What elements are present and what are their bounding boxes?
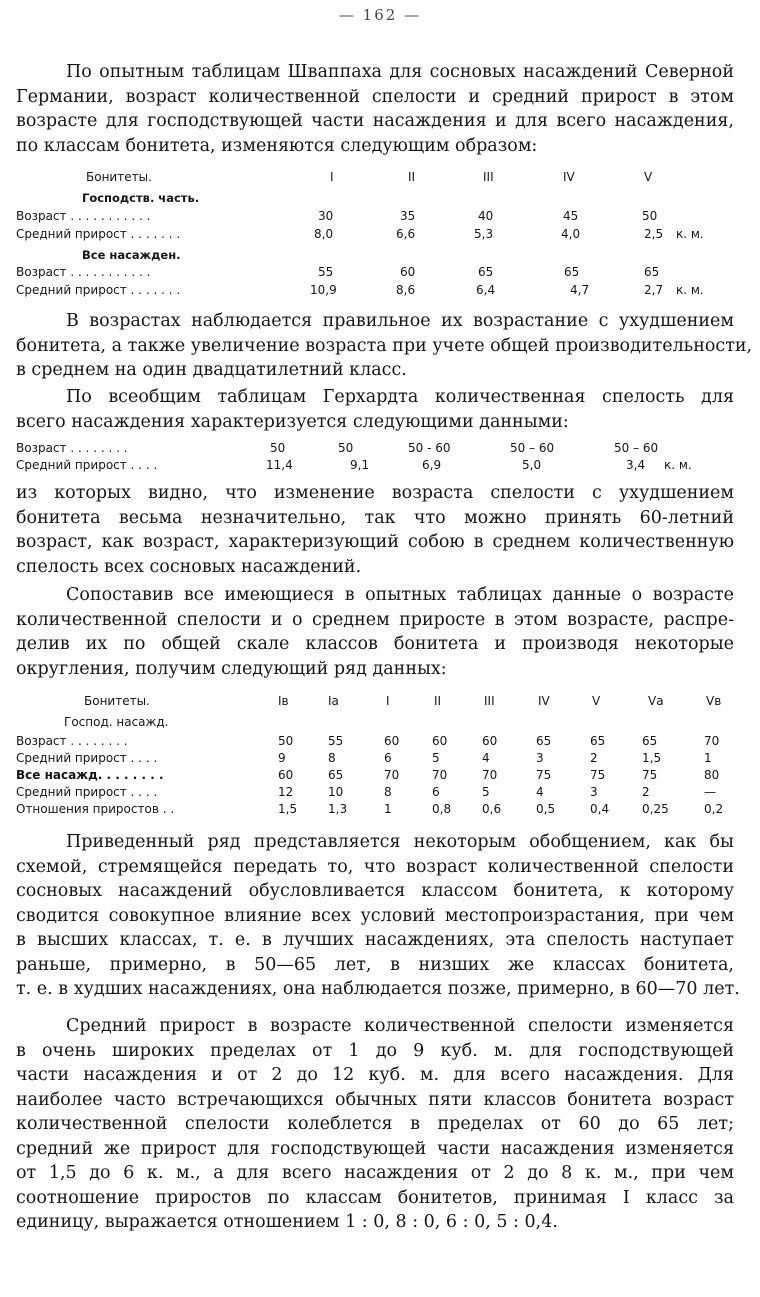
table-row xyxy=(16,283,734,299)
text-line: сводится совокупное влияние всех условий местопроизрастания, при чем xyxy=(16,905,734,926)
table-row xyxy=(16,227,734,243)
table-cell: 5,3 xyxy=(474,227,494,241)
table-cell: 65 xyxy=(328,768,344,782)
paragraph-1 xyxy=(16,60,734,158)
table-group-label: Господ. насажд. xyxy=(64,715,169,729)
table-header-label: Бонитеты. xyxy=(86,170,152,184)
text-line: в очень широких пределах от 1 до 9 куб. м. для господствующей xyxy=(16,1040,734,1061)
table-header-cell: V xyxy=(644,170,653,184)
table-cell: 6 xyxy=(384,751,392,765)
table-header-row xyxy=(16,170,734,186)
table-row-label: Средний прирост . . . . . . . xyxy=(16,283,181,297)
text-line: В возрастах наблюдается правильное их возрастание с ухудшением xyxy=(66,311,734,331)
table-group-label: Все насажден. xyxy=(82,248,181,262)
table-cell: 9,1 xyxy=(350,458,370,472)
text-line: По опытным таблицам Шваппаха для сосновых насаждений Северной xyxy=(66,62,734,82)
table-cell: 3,4 xyxy=(626,458,646,472)
table-cell: 60 xyxy=(482,734,498,748)
table-cell: 75 xyxy=(642,768,658,782)
table-row-label: Возраст . . . . . . . . xyxy=(16,441,128,455)
page-number: — 162 — xyxy=(338,6,422,24)
table-header-cell: IV xyxy=(538,694,550,708)
text-line: сосновых насаждений обусловливается классом бонитета, к которому xyxy=(16,881,734,901)
text-line: от 1,5 до 6 к. м., а для всего насаждения от 2 до 8 к. м., при чем xyxy=(16,1163,734,1183)
table-cell: 5 xyxy=(482,785,490,799)
table-cell: 1,3 xyxy=(328,802,348,816)
table-cell: 2 xyxy=(642,785,650,799)
table-cell: 8,6 xyxy=(396,283,416,297)
table-cell: 6,4 xyxy=(476,283,496,297)
table-row xyxy=(16,441,734,457)
table-row xyxy=(16,751,734,767)
table-cell: 1,5 xyxy=(642,751,662,765)
paragraph-4 xyxy=(16,481,734,579)
table-cell: 60 xyxy=(278,768,294,782)
table-row xyxy=(16,265,734,281)
table-row xyxy=(16,209,734,225)
table-row-label: Средний прирост . . . . xyxy=(16,458,158,472)
paragraph-5 xyxy=(16,583,734,681)
table-cell: 1,5 xyxy=(278,802,298,816)
table-header-label: Бонитеты. xyxy=(84,694,150,708)
text-line: спелость всех сосновых насаждений. xyxy=(16,556,362,577)
table-header-cell: III xyxy=(484,694,495,708)
table-cell: 65 xyxy=(564,265,580,279)
text-line: По всеобщим таблицам Герхардта количественная спелость для xyxy=(66,387,734,407)
text-line: части насаждения и от 2 до 12 куб. м. для всего насаждения. Для xyxy=(16,1065,734,1085)
text-line: средний же прирост для господствующей части насаждения изменяется xyxy=(16,1138,734,1159)
table-group-row xyxy=(16,191,734,207)
text-line: Германии, возраст количественной спелости и средний прирост в этом xyxy=(16,86,734,107)
table-header-row xyxy=(16,694,734,710)
table-header-cell: Iа xyxy=(328,694,339,708)
table-unit: к. м. xyxy=(664,458,692,472)
table-cell: 12 xyxy=(278,785,294,799)
text-line: бонитета, а также увеличение возраста при учете общей производительности, xyxy=(16,335,753,356)
table-cell: 11,4 xyxy=(266,458,293,472)
table-cell: 0,6 xyxy=(482,802,502,816)
table-cell: 35 xyxy=(400,209,416,223)
table-cell: 65 xyxy=(644,265,660,279)
table-header-cell: Iв xyxy=(278,694,289,708)
table-cell: 4,0 xyxy=(561,227,581,241)
table-cell: 50 xyxy=(338,441,354,455)
table-cell: 2 xyxy=(590,751,598,765)
table-cell: 0,4 xyxy=(590,802,610,816)
table-cell: 3 xyxy=(590,785,598,799)
table-header-cell: II xyxy=(408,170,416,184)
table-cell: 2,5 xyxy=(644,227,664,241)
table-cell: 2,7 xyxy=(644,283,664,297)
table-cell: 8 xyxy=(328,751,336,765)
table-header-cell: V xyxy=(592,694,601,708)
table-row xyxy=(16,734,734,750)
table-cell: 50 xyxy=(642,209,658,223)
text-line: округления, получим следующий ряд данных: xyxy=(16,658,447,679)
table-cell: 65 xyxy=(536,734,552,748)
table-cell: 10,9 xyxy=(310,283,337,297)
table-cell: 50 xyxy=(270,441,286,455)
table-row-label: Средний прирост . . . . xyxy=(16,751,158,765)
table-cell: 65 xyxy=(478,265,494,279)
table-cell: 10 xyxy=(328,785,344,799)
text-line: Приведенный ряд представляется некоторым обобщением, как бы xyxy=(66,832,734,852)
table-cell: 3 xyxy=(536,751,544,765)
table-row xyxy=(16,768,734,784)
table-cell: 70 xyxy=(482,768,498,782)
text-line: по классам бонитета, изменяются следующим образом: xyxy=(16,135,538,156)
table-row-label: Возраст . . . . . . . . . . . xyxy=(16,265,151,279)
table-cell: 8,0 xyxy=(314,227,334,241)
text-line: соотношение приростов по классам бонитетов, принимая I класс за xyxy=(16,1187,734,1208)
text-line: в высших классах, т. е. в лучших насаждениях, эта спелость наступает xyxy=(16,930,734,950)
table-header-cell: Vа xyxy=(648,694,664,708)
text-line: схемой, стремящейся передать то, что возраст количественной спелости xyxy=(16,856,734,877)
text-line: делив их по общей скале классов бонитета и производя некоторые xyxy=(16,634,734,654)
table-row xyxy=(16,802,734,818)
table-header-cell: Vв xyxy=(706,694,722,708)
table-cell: — xyxy=(704,785,716,799)
table-header-cell: IV xyxy=(563,170,575,184)
table-row-label: Средний прирост . . . . xyxy=(16,785,158,799)
table-cell: 6,6 xyxy=(396,227,416,241)
table-unit: к. м. xyxy=(676,227,704,241)
table-row-label: Средний прирост . . . . . . . xyxy=(16,227,181,241)
table-header-cell: II xyxy=(434,694,442,708)
text-line: всего насаждения характеризуется следующими данными: xyxy=(16,411,569,432)
table-unit: к. м. xyxy=(676,283,704,297)
table-cell: 9 xyxy=(278,751,286,765)
table-cell: 70 xyxy=(384,768,400,782)
table-cell: 55 xyxy=(318,265,334,279)
table-cell: 70 xyxy=(432,768,448,782)
table-cell: 4 xyxy=(536,785,544,799)
text-line: бонитета весьма незначительно, так что можно принять 60-летний xyxy=(16,507,734,528)
table-cell: 40 xyxy=(478,209,494,223)
table-cell: 45 xyxy=(563,209,579,223)
table-cell: 5 xyxy=(432,751,440,765)
table-cell: 4,7 xyxy=(570,283,590,297)
text-line: количественной спелости и о среднем приросте в этом возрасте, распре- xyxy=(16,609,734,630)
text-line: Сопоставив все имеющиеся в опытных таблицах данные о возрасте xyxy=(66,585,734,605)
table-row-label: Возраст . . . . . . . . . . . xyxy=(16,209,151,223)
table-cell: 65 xyxy=(642,734,658,748)
table-cell: 75 xyxy=(536,768,552,782)
table-cell: 5,0 xyxy=(522,458,542,472)
table-cell: 4 xyxy=(482,751,490,765)
table-group-row xyxy=(16,715,734,731)
text-line: единицу, выражается отношением 1 : 0, 8 : 0, 6 : 0, 5 : 0,4. xyxy=(16,1212,558,1232)
table-cell: 60 xyxy=(384,734,400,748)
table-cell: 50 – 60 xyxy=(510,441,555,455)
table-cell: 60 xyxy=(400,265,416,279)
table-cell: 50 xyxy=(278,734,294,748)
table-group-row xyxy=(16,248,734,264)
table-cell: 1 xyxy=(704,751,712,765)
paragraph-7 xyxy=(16,1014,734,1235)
table-cell: 80 xyxy=(704,768,720,782)
table-header-cell: III xyxy=(483,170,494,184)
text-line: раньше, примерно, в 50—65 лет, в низших же классах бонитета, xyxy=(16,954,734,975)
text-line: т. е. в худших насаждениях, она наблюдается позже, примерно, в 60—70 лет. xyxy=(16,979,740,999)
table-cell: 0,2 xyxy=(704,802,724,816)
table-row-label: Возраст . . . . . . . . xyxy=(16,734,128,748)
table-cell: 6,9 xyxy=(422,458,442,472)
table-cell: 8 xyxy=(384,785,392,799)
table-cell: 1 xyxy=(384,802,392,816)
table-cell: 50 – 60 xyxy=(614,441,659,455)
table-cell: 30 xyxy=(318,209,334,223)
text-line: возрасте для господствующей части насаждения и для всего насаждения, xyxy=(16,111,734,131)
text-line: возраст, как возраст, характеризующий собою в среднем количественную xyxy=(16,532,734,552)
text-line: количественной спелости колеблется в пределах от 60 до 65 лет; xyxy=(16,1114,734,1134)
table-row-label: Все насажд. . . . . . . . xyxy=(16,768,164,782)
text-line: из которых видно, что изменение возраста спелости с ухудшением xyxy=(16,483,734,503)
table-row-label: Отношения приростов . . xyxy=(16,802,175,816)
table-cell: 50 - 60 xyxy=(408,441,451,455)
paragraph-2 xyxy=(16,309,753,383)
table-header-cell: I xyxy=(386,694,390,708)
table-cell: 55 xyxy=(328,734,344,748)
text-line: наиболее часто встречающихся обычных пяти классов бонитета возраст xyxy=(16,1089,734,1110)
table-cell: 6 xyxy=(432,785,440,799)
table-group-label: Господств. часть. xyxy=(82,191,200,205)
table-cell: 0,8 xyxy=(432,802,452,816)
paragraph-3 xyxy=(16,385,734,434)
table-row xyxy=(16,458,734,474)
table-row xyxy=(16,785,734,801)
table-cell: 65 xyxy=(590,734,606,748)
table-header-cell: I xyxy=(330,170,334,184)
paragraph-6 xyxy=(16,830,740,1002)
table-cell: 0,25 xyxy=(642,802,669,816)
text-line: Средний прирост в возрасте количественной спелости изменяется xyxy=(66,1016,734,1036)
table-cell: 70 xyxy=(704,734,720,748)
table-cell: 60 xyxy=(432,734,448,748)
table-cell: 0,5 xyxy=(536,802,556,816)
table-cell: 75 xyxy=(590,768,606,782)
text-line: в среднем на один двадцатилетний класс. xyxy=(16,360,407,380)
